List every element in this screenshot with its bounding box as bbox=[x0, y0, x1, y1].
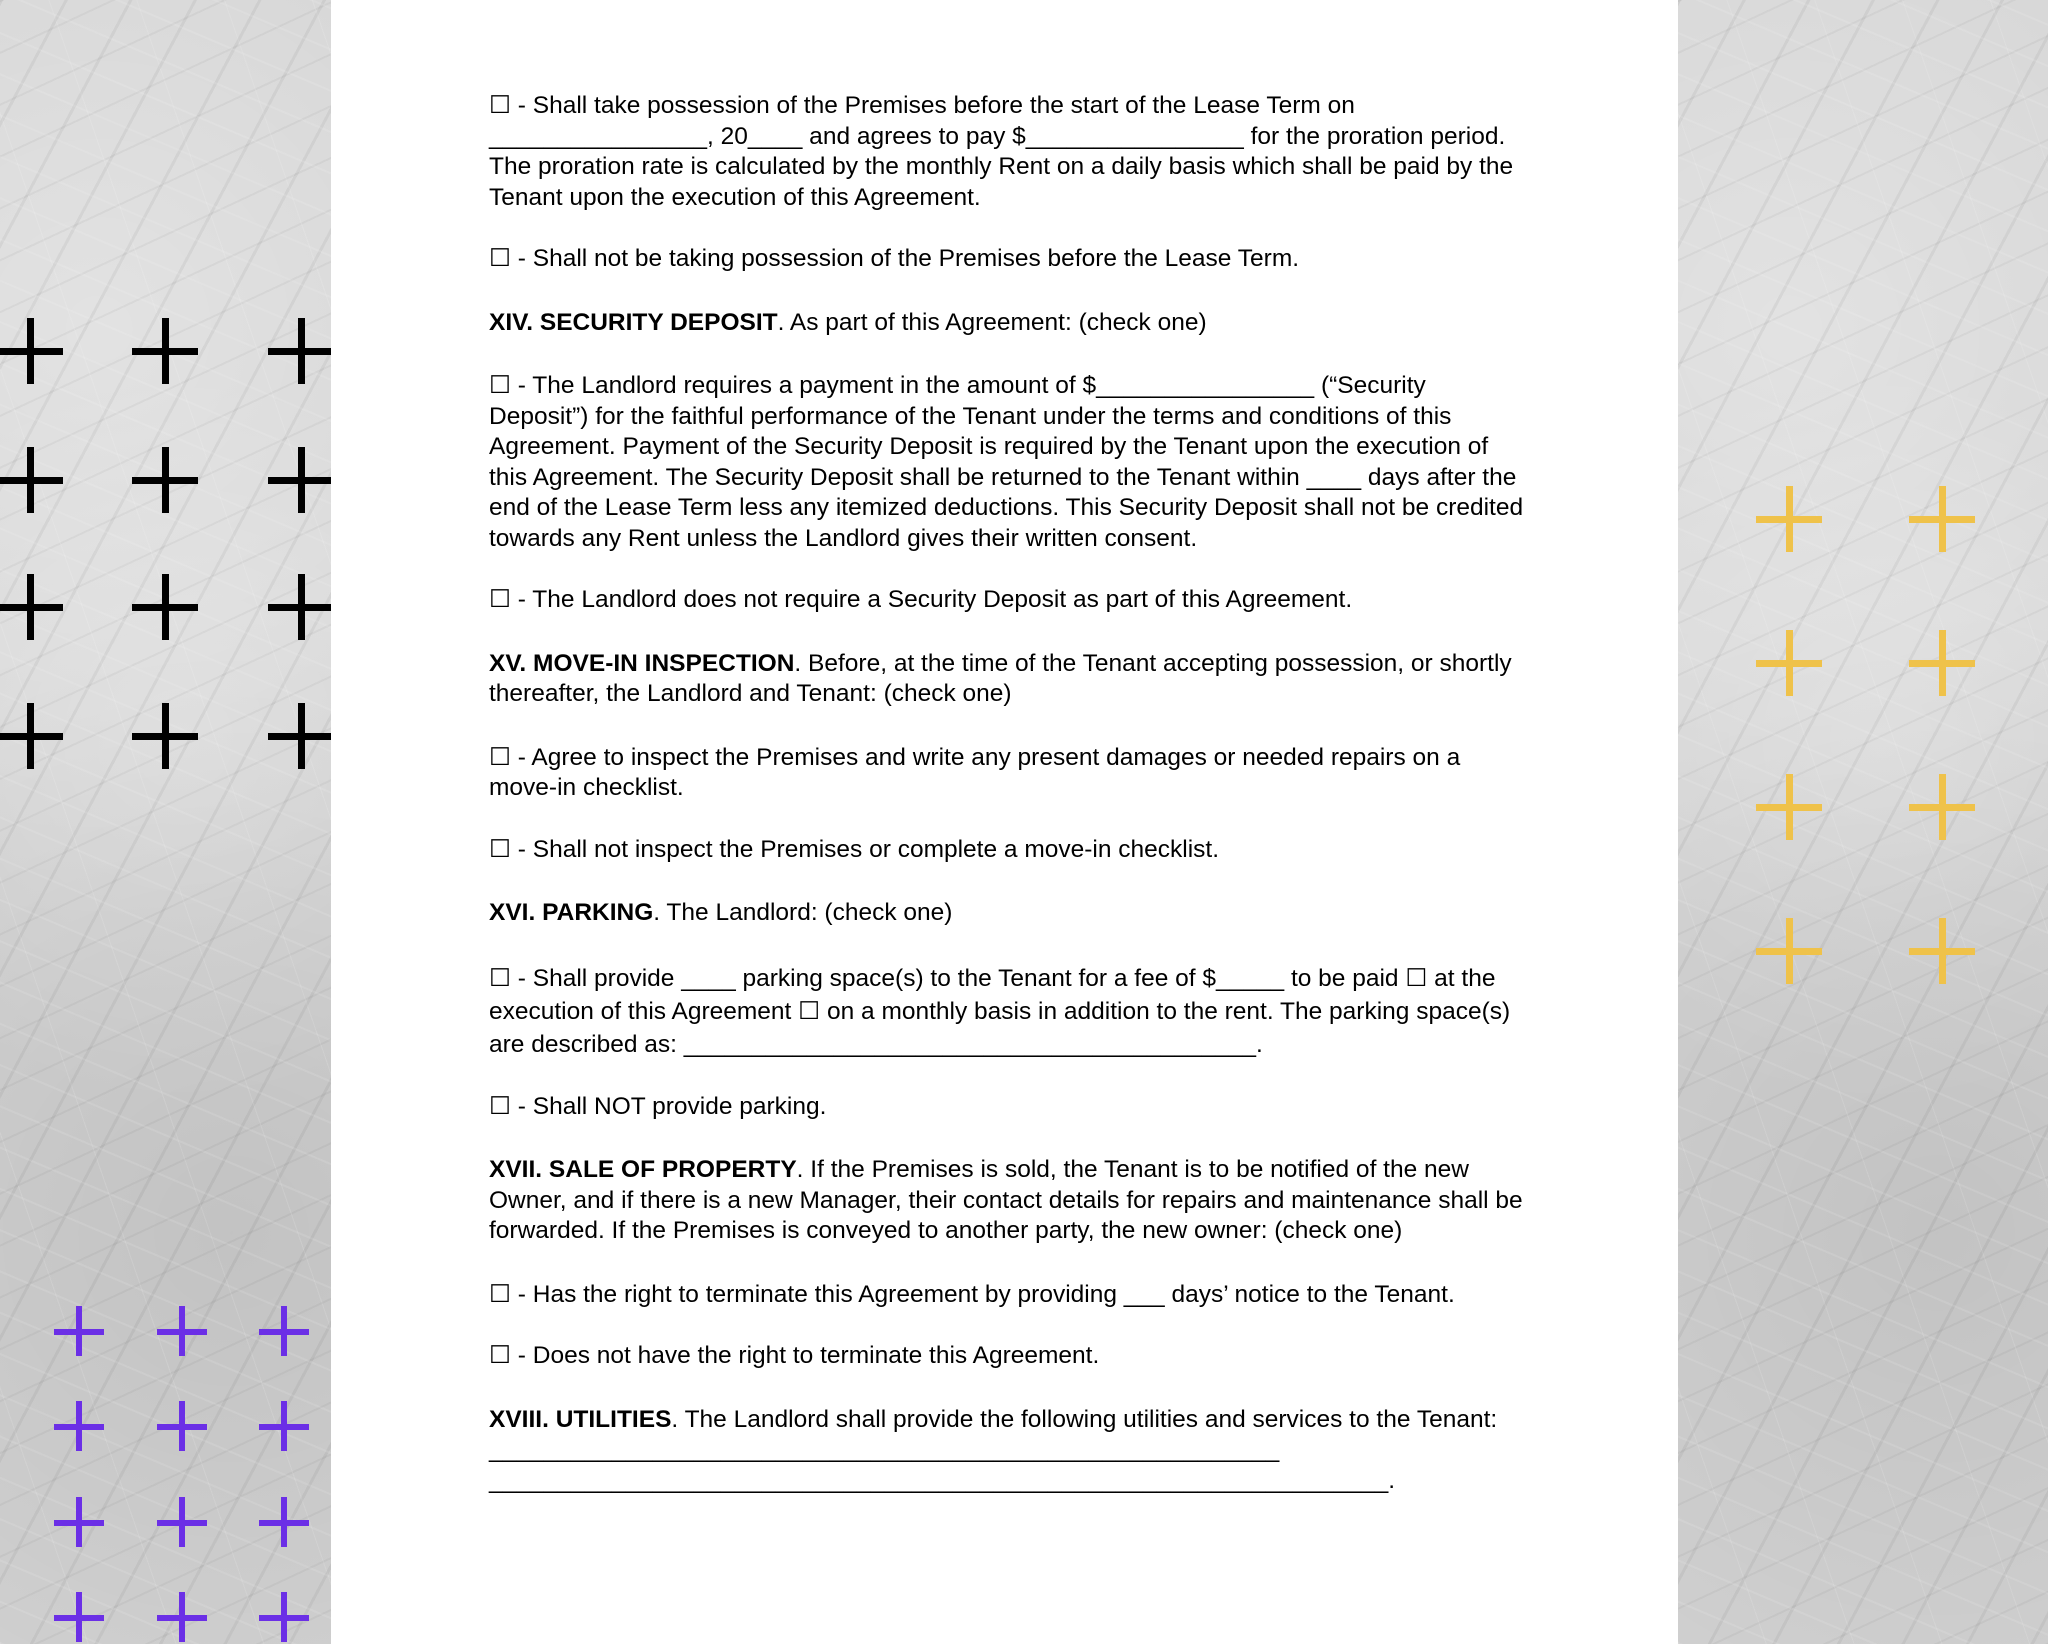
checkbox-icon[interactable]: ☐ bbox=[1405, 964, 1428, 992]
plus-icon bbox=[0, 703, 63, 769]
document-body bbox=[489, 91, 1524, 1496]
option-text: - The Landlord does not require a Security Deposit as part of this Agreement. bbox=[517, 586, 1353, 613]
checkbox-icon[interactable]: ☐ bbox=[489, 245, 511, 272]
section-heading: XV. MOVE-IN INSPECTION bbox=[489, 649, 795, 677]
plus-icon bbox=[132, 318, 198, 384]
section-intro: . Before, at the time of the Tenant accepting possession, or shortly thereafter, the Landlord and Tenant: (check one) bbox=[489, 649, 1512, 707]
section-intro: . The Landlord shall provide the following utilities and services to the Tenant: __________________________________________________________ __________________________________________________________________. bbox=[489, 1405, 1498, 1494]
inspection-option-agree bbox=[489, 743, 1524, 804]
parking-option-provide bbox=[489, 962, 1524, 1061]
plus-icon bbox=[0, 574, 63, 640]
option-text-part1: - Shall provide ____ parking space(s) to the Tenant for a fee of $_____ to be paid bbox=[517, 964, 1399, 992]
option-text-part3: on a monthly basis in addition to the rent. The parking space(s) are described as: __________________________________________. bbox=[489, 997, 1511, 1058]
plus-icon bbox=[1756, 630, 1822, 696]
plus-icon bbox=[1909, 486, 1975, 552]
plus-icon bbox=[1756, 918, 1822, 984]
plus-icon bbox=[268, 574, 334, 640]
plus-icon bbox=[157, 1306, 207, 1356]
plus-icon bbox=[1756, 486, 1822, 552]
possession-option-not-before-term bbox=[489, 244, 1524, 275]
plus-icon bbox=[259, 1497, 309, 1547]
section-security-deposit bbox=[489, 308, 1524, 339]
plus-icon bbox=[54, 1497, 104, 1547]
plus-icon bbox=[259, 1592, 309, 1642]
checkbox-icon[interactable]: ☐ bbox=[489, 92, 511, 119]
section-parking bbox=[489, 898, 1524, 929]
option-text: - Agree to inspect the Premises and write any present damages or needed repairs on a move-in checklist. bbox=[489, 743, 1461, 801]
plus-icon bbox=[132, 447, 198, 513]
checkbox-icon[interactable]: ☐ bbox=[798, 997, 821, 1025]
plus-icon bbox=[132, 574, 198, 640]
checkbox-icon[interactable]: ☐ bbox=[489, 835, 511, 863]
plus-icon bbox=[268, 318, 334, 384]
checkbox-icon[interactable]: ☐ bbox=[489, 964, 511, 992]
plus-icon bbox=[268, 447, 334, 513]
section-intro: . If the Premises is sold, the Tenant is to be notified of the new Owner, and if there is a new Manager, their contact details for repairs and maintenance shall be forwarded. If the Premises is conveyed to another party, the new owner: (check one) bbox=[489, 1156, 1523, 1244]
plus-icon bbox=[1909, 774, 1975, 840]
option-text: - Shall NOT provide parking. bbox=[517, 1092, 827, 1120]
plus-icon bbox=[259, 1306, 309, 1356]
possession-option-before-term bbox=[489, 91, 1524, 213]
option-text: - Shall not inspect the Premises or complete a move-in checklist. bbox=[517, 835, 1220, 863]
section-intro: . The Landlord: (check one) bbox=[653, 899, 953, 926]
section-sale-of-property bbox=[489, 1155, 1524, 1247]
security-deposit-option-not-required bbox=[489, 585, 1524, 616]
option-text: - Shall take possession of the Premises before the start of the Lease Term on ________________, 20____ and agrees to pay $________________ for the proration period. The proration rate is calculated by the monthly Rent on a daily basis which shall be paid by the Tenant upon the execution of this Agreement. bbox=[489, 92, 1514, 211]
plus-icon bbox=[259, 1401, 309, 1451]
plus-icon bbox=[1909, 630, 1975, 696]
checkbox-icon[interactable]: ☐ bbox=[489, 586, 511, 613]
parking-option-not-provide bbox=[489, 1092, 1524, 1123]
option-text-part2: at the execution of this Agreement bbox=[489, 964, 1496, 1025]
plus-icon bbox=[54, 1401, 104, 1451]
option-text: - Has the right to terminate this Agreement by providing ___ days’ notice to the Tenant. bbox=[517, 1280, 1455, 1308]
crumpled-paper-background-left bbox=[0, 0, 331, 1644]
checkbox-icon[interactable]: ☐ bbox=[489, 743, 511, 771]
plus-icon bbox=[157, 1497, 207, 1547]
plus-icon bbox=[54, 1306, 104, 1356]
option-text: - Does not have the right to terminate this Agreement. bbox=[517, 1342, 1100, 1369]
checkbox-icon[interactable]: ☐ bbox=[489, 372, 511, 399]
checkbox-icon[interactable]: ☐ bbox=[489, 1280, 511, 1308]
inspection-option-not-inspect bbox=[489, 835, 1524, 866]
plus-icon bbox=[157, 1401, 207, 1451]
section-heading: XVIII. UTILITIES bbox=[489, 1405, 672, 1433]
checkbox-icon[interactable]: ☐ bbox=[489, 1092, 511, 1120]
plus-icon bbox=[0, 447, 63, 513]
sale-option-right-to-terminate bbox=[489, 1280, 1524, 1311]
checkbox-icon[interactable]: ☐ bbox=[489, 1342, 511, 1369]
plus-icon bbox=[157, 1592, 207, 1642]
security-deposit-option-required bbox=[489, 371, 1524, 554]
section-utilities bbox=[489, 1405, 1524, 1497]
plus-icon bbox=[54, 1592, 104, 1642]
section-heading: XVI. PARKING bbox=[489, 899, 654, 926]
option-text: - The Landlord requires a payment in the amount of $________________ (“Security Deposit”) for the faithful performance of the Tenant under the terms and conditions of this Agreement. Payment of the Security Deposit is required by the Tenant upon the execution of this Agreement. The Security Deposit shall be returned to the Tenant within ____ days after the end of the Lease Term less any itemized deductions. This Security Deposit shall not be credited towards any Rent unless the Landlord gives their written consent. bbox=[489, 372, 1524, 552]
section-move-in-inspection bbox=[489, 649, 1524, 710]
section-heading: XVII. SALE OF PROPERTY bbox=[489, 1156, 797, 1183]
crumpled-paper-background-right bbox=[1678, 0, 2048, 1644]
section-intro: . As part of this Agreement: (check one) bbox=[777, 308, 1207, 336]
sale-option-no-right-to-terminate bbox=[489, 1341, 1524, 1372]
section-heading: XIV. SECURITY DEPOSIT bbox=[489, 308, 778, 336]
plus-icon bbox=[1756, 774, 1822, 840]
plus-icon bbox=[1909, 918, 1975, 984]
plus-icon bbox=[0, 318, 63, 384]
plus-icon bbox=[268, 703, 334, 769]
option-text: - Shall not be taking possession of the Premises before the Lease Term. bbox=[517, 245, 1300, 272]
plus-icon bbox=[132, 703, 198, 769]
